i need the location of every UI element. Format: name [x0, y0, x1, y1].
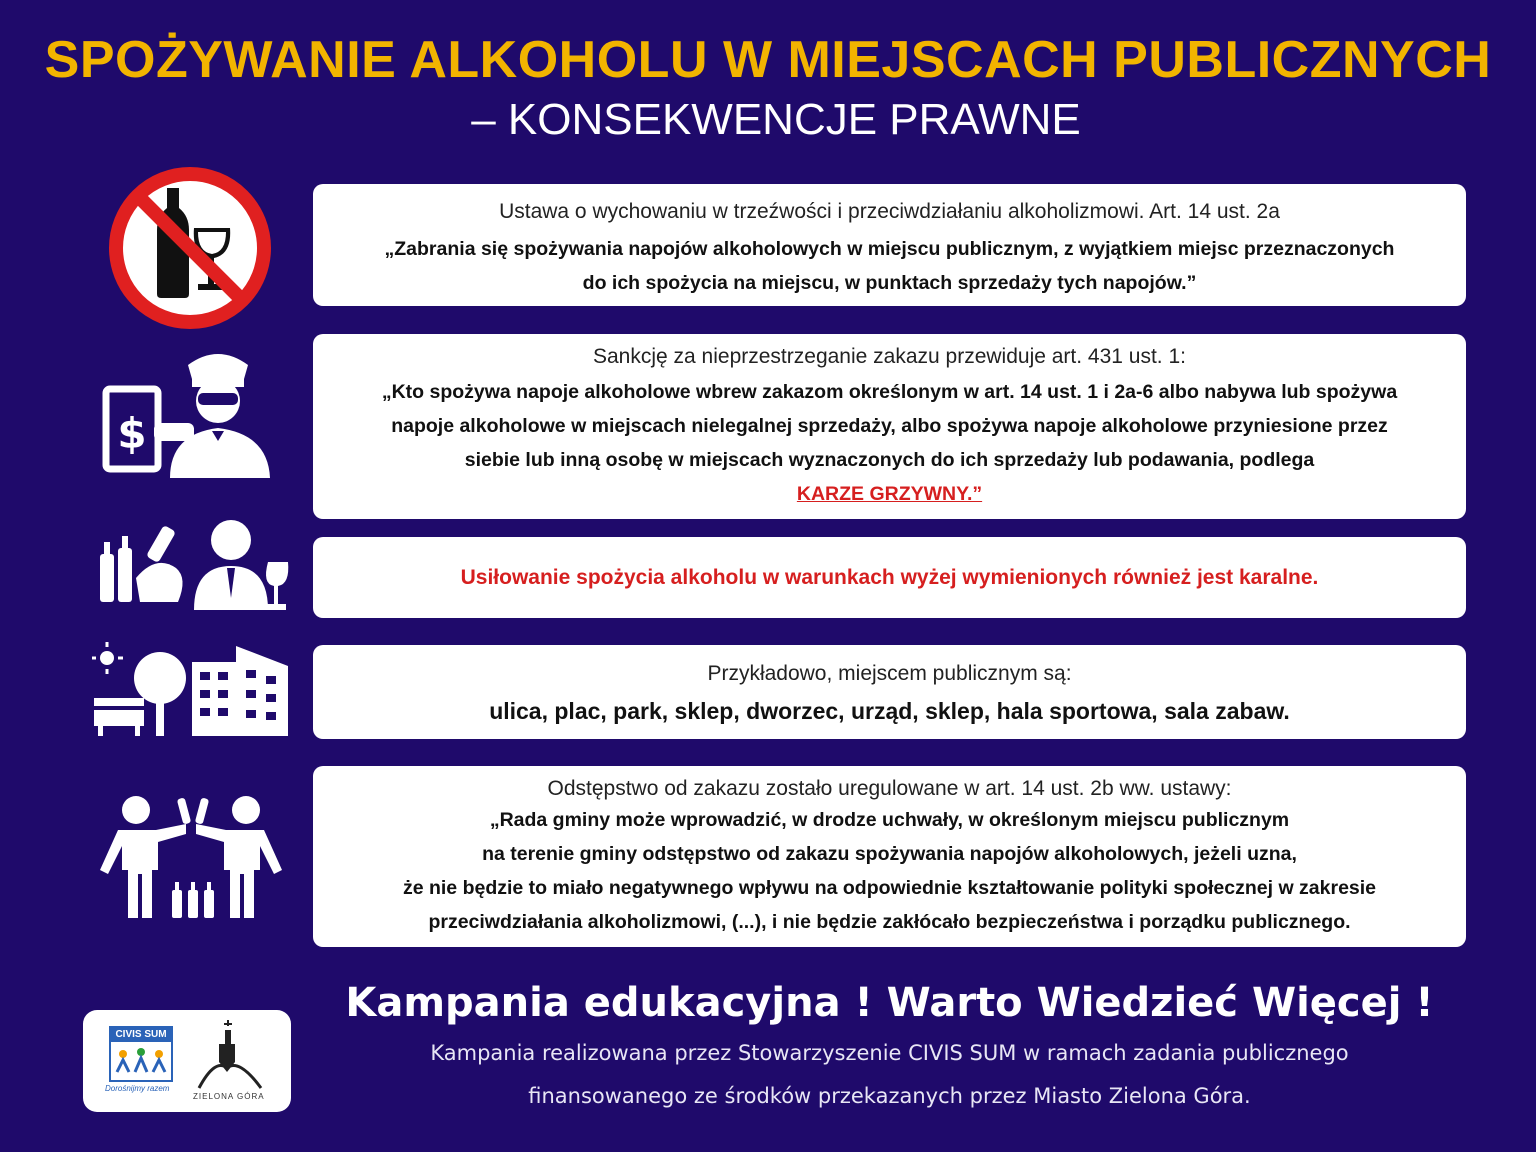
quote-line: do ich spożycia na miejscu, w punktach sprzedaży tych napojów.”: [582, 272, 1197, 294]
zielona-gora-label: ZIELONA GÓRA: [193, 1092, 265, 1101]
card-lead: Odstępstwo od zakazu zostało uregulowane w art. 14 ust. 2b ww. ustawy:: [547, 777, 1232, 800]
quote-line: napoje alkoholowe w miejscach nielegalnej sprzedaży, albo spożywa napoje alkoholowe przyniesione przez: [391, 415, 1388, 437]
card-lead: Przykładowo, miejscem publicznym są:: [707, 662, 1072, 685]
page-subtitle: – KONSEKWENCJE PRAWNE: [471, 95, 1081, 144]
page-title: SPOŻYWANIE ALKOHOLU W MIEJSCACH PUBLICZNYCH: [44, 31, 1492, 89]
quote-line: „Kto spożywa napoje alkoholowe wbrew zakazom określonym w art. 14 ust. 1 i 2a-6 albo nabywa lub spożywa: [381, 381, 1398, 403]
quote-line: siebie lub inną osobę w miejscach wyznaczonych do ich sprzedaży lub podawania, podlega: [464, 449, 1315, 471]
penalty-text: KARZE GRZYWNY.”: [796, 483, 983, 505]
svg-text:$: $: [117, 409, 147, 458]
police-fine-icon: [100, 343, 275, 478]
public-places-card: [313, 645, 1466, 739]
public-places-icon: [92, 640, 292, 740]
campaign-title: Kampania edukacyjna ! Warto Wiedzieć Więcej !: [345, 980, 1434, 1026]
civis-sum-logo-text: CIVIS SUM: [111, 1028, 171, 1042]
quote-line: na terenie gminy odstępstwo od zakazu spożywania napojów alkoholowych, jeżeli uzna,: [482, 843, 1297, 865]
campaign-note-1: Kampania realizowana przez Stowarzyszenie CIVIS SUM w ramach zadania publicznego: [430, 1041, 1349, 1065]
law-card: [313, 184, 1466, 306]
card-lead: Ustawa o wychowaniu w trzeźwości i przeciwdziałaniu alkoholizmowi. Art. 14 ust. 2a: [499, 200, 1280, 223]
exemption-card: [313, 766, 1466, 947]
toasting-people-icon: [94, 790, 294, 922]
people-icon: [111, 1042, 171, 1078]
attempt-statement: Usiłowanie spożycia alkoholu w warunkach wyżej wymienionych również jest karalne.: [460, 566, 1319, 589]
sanction-card: [313, 334, 1466, 519]
places-list: ulica, plac, park, sklep, dworzec, urząd, sklep, hala sportowa, sala zabaw.: [489, 698, 1290, 724]
civis-sum-logo: [109, 1026, 173, 1082]
civis-sum-tagline: Dorośnijmy razem: [105, 1084, 170, 1093]
quote-line: „Rada gminy może wprowadzić, w drodze uchwały, w określonym miejscu publicznym: [489, 809, 1290, 831]
card-lead: Sankcję za nieprzestrzeganie zakazu przewiduje art. 431 ust. 1:: [593, 345, 1186, 368]
quote-line: że nie będzie to miało negatywnego wpływu na odpowiednie kształtowanie polityki społecznej w zakresie: [402, 877, 1377, 899]
partner-logos: [83, 1010, 291, 1112]
attempt-card: [313, 537, 1466, 618]
no-alcohol-icon: [108, 166, 272, 330]
drunk-person-icon: [96, 518, 296, 614]
quote-line: „Zabrania się spożywania napojów alkoholowych w miejscu publicznym, z wyjątkiem miejsc przeznaczonych: [384, 238, 1395, 260]
quote-line: przeciwdziałania alkoholizmowi, (...), i nie będzie zakłócało bezpieczeństwa i porządku publicznego.: [428, 911, 1351, 933]
zielona-gora-emblem-icon: [195, 1018, 265, 1094]
campaign-note-2: finansowanego ze środków przekazanych przez Miasto Zielona Góra.: [528, 1084, 1251, 1108]
